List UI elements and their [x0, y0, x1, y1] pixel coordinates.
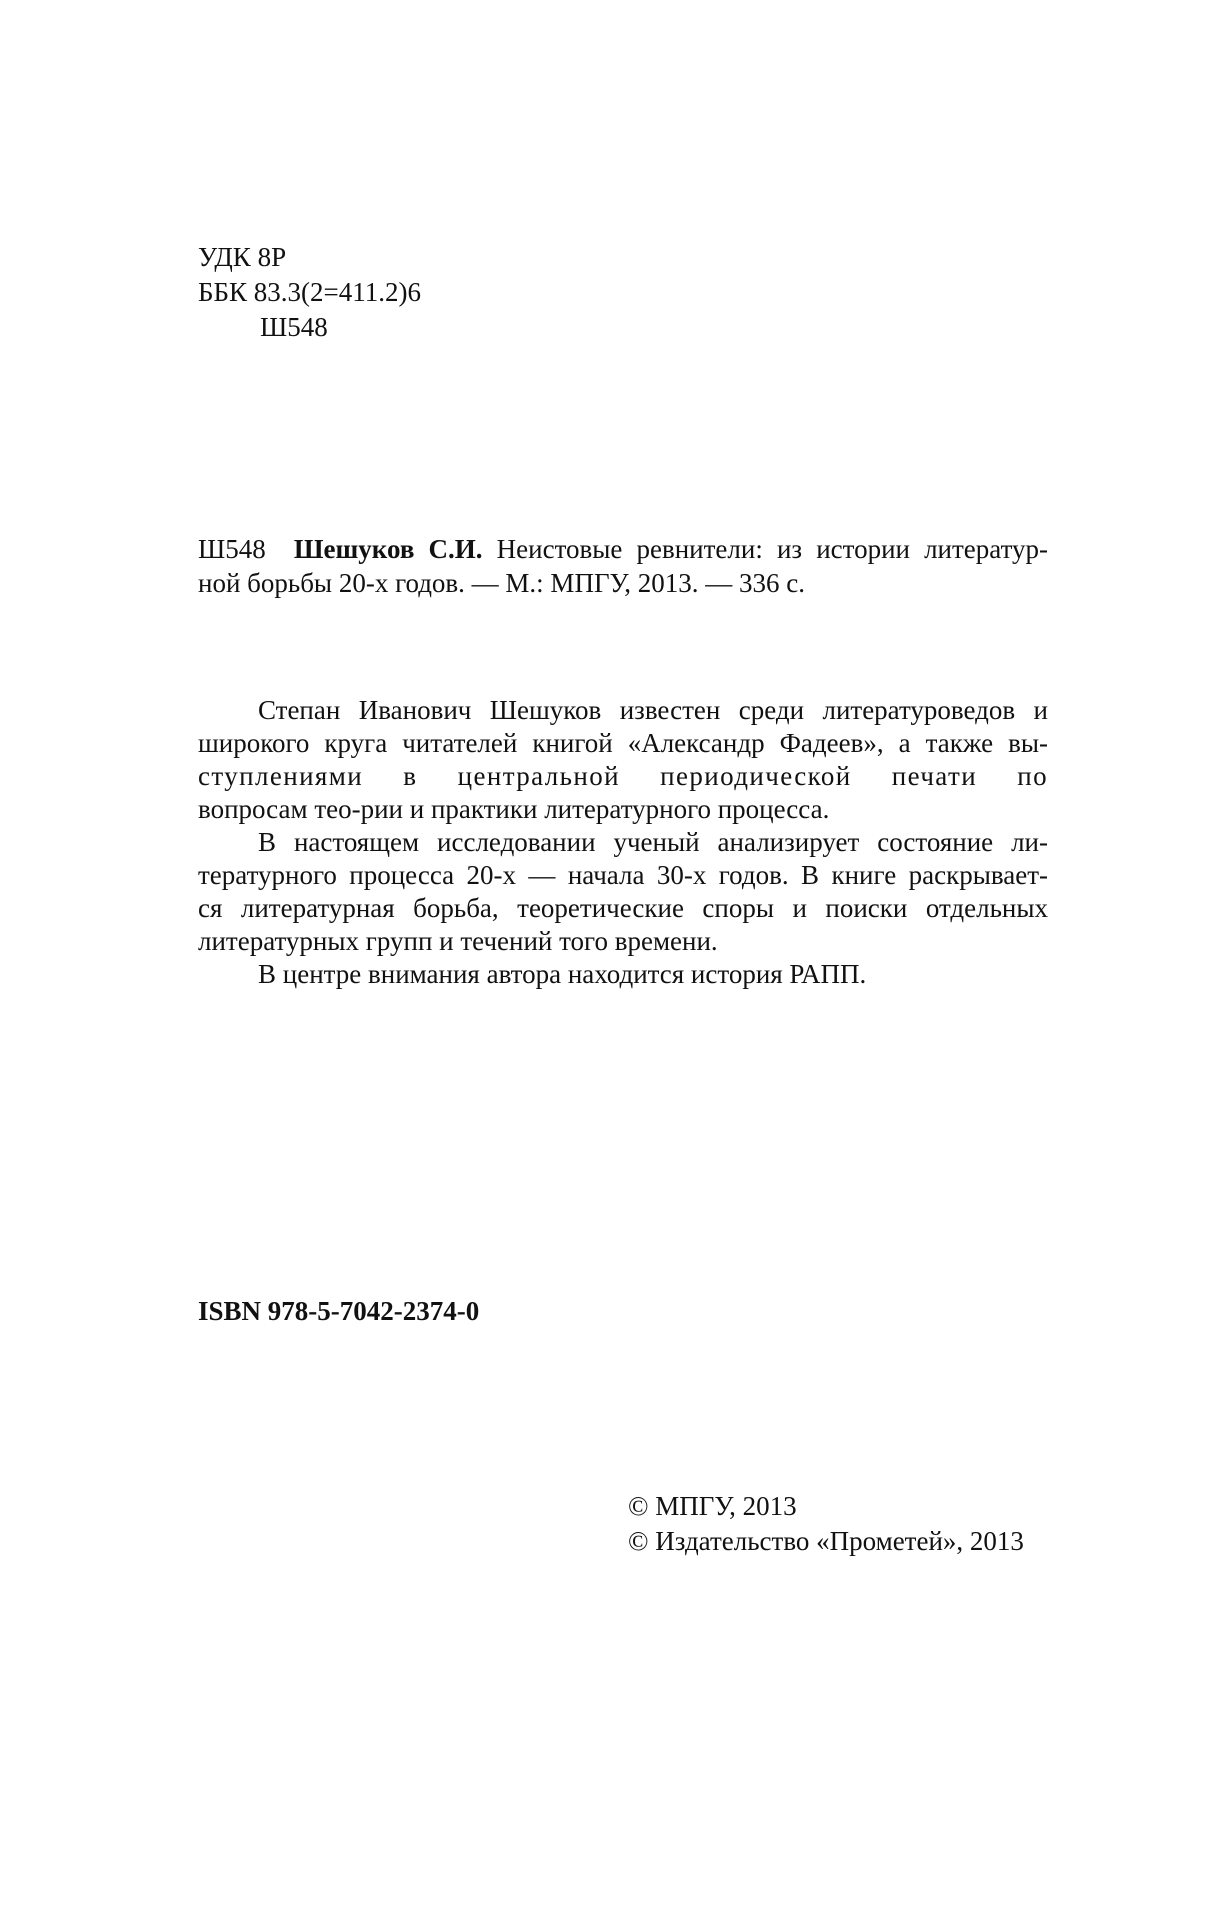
abstract-line: В центре внимания автора находится история РАПП. — [258, 959, 867, 989]
bbk-code: ББК 83.3(2=411.2)6 — [198, 277, 421, 307]
abstract-line: В настоящем исследовании ученый анализирует состояние ли- — [258, 827, 1048, 857]
abstract-line: широкого круга читателей книгой «Александр Фадеев», а также вы- — [198, 728, 1048, 758]
copyright-line: © МПГУ, 2013 — [628, 1491, 797, 1521]
bibliographic-line-2: ной борьбы 20-х годов. — М.: МПГУ, 2013. — 336 с. — [198, 568, 805, 598]
copyright-block — [628, 1489, 1024, 1559]
udk-code: УДК 8Р — [198, 242, 287, 272]
abstract-line: ступлениями в центральной периодической печати по — [198, 761, 1048, 791]
abstract-line: вопросам тео-рии и практики литературного процесса. — [198, 794, 830, 824]
abstract — [198, 694, 1048, 991]
abstract-line: ся литературная борьба, теоретические споры и поиски отдельных — [198, 893, 1048, 923]
abstract-line: тературного процесса 20-х — начала 30-х годов. В книге раскрывает- — [198, 860, 1048, 890]
record-code: Ш548 — [198, 534, 266, 564]
bibliographic-record — [198, 532, 1048, 600]
record-author: Шешуков С.И. — [293, 534, 483, 564]
abstract-line: Степан Иванович Шешуков известен среди литературоведов и — [258, 695, 1048, 725]
copyright-line: © Издательство «Прометей», 2013 — [628, 1526, 1024, 1556]
classification-block — [198, 240, 421, 345]
abstract-line: литературных групп и течений того времени. — [198, 926, 718, 956]
record-title: Неистовые ревнители: из истории литератур- — [496, 534, 1049, 564]
isbn: ISBN 978-5-7042-2374-0 — [198, 1296, 480, 1326]
author-sign: Ш548 — [260, 312, 328, 342]
bibliographic-line-1 — [198, 532, 1048, 566]
